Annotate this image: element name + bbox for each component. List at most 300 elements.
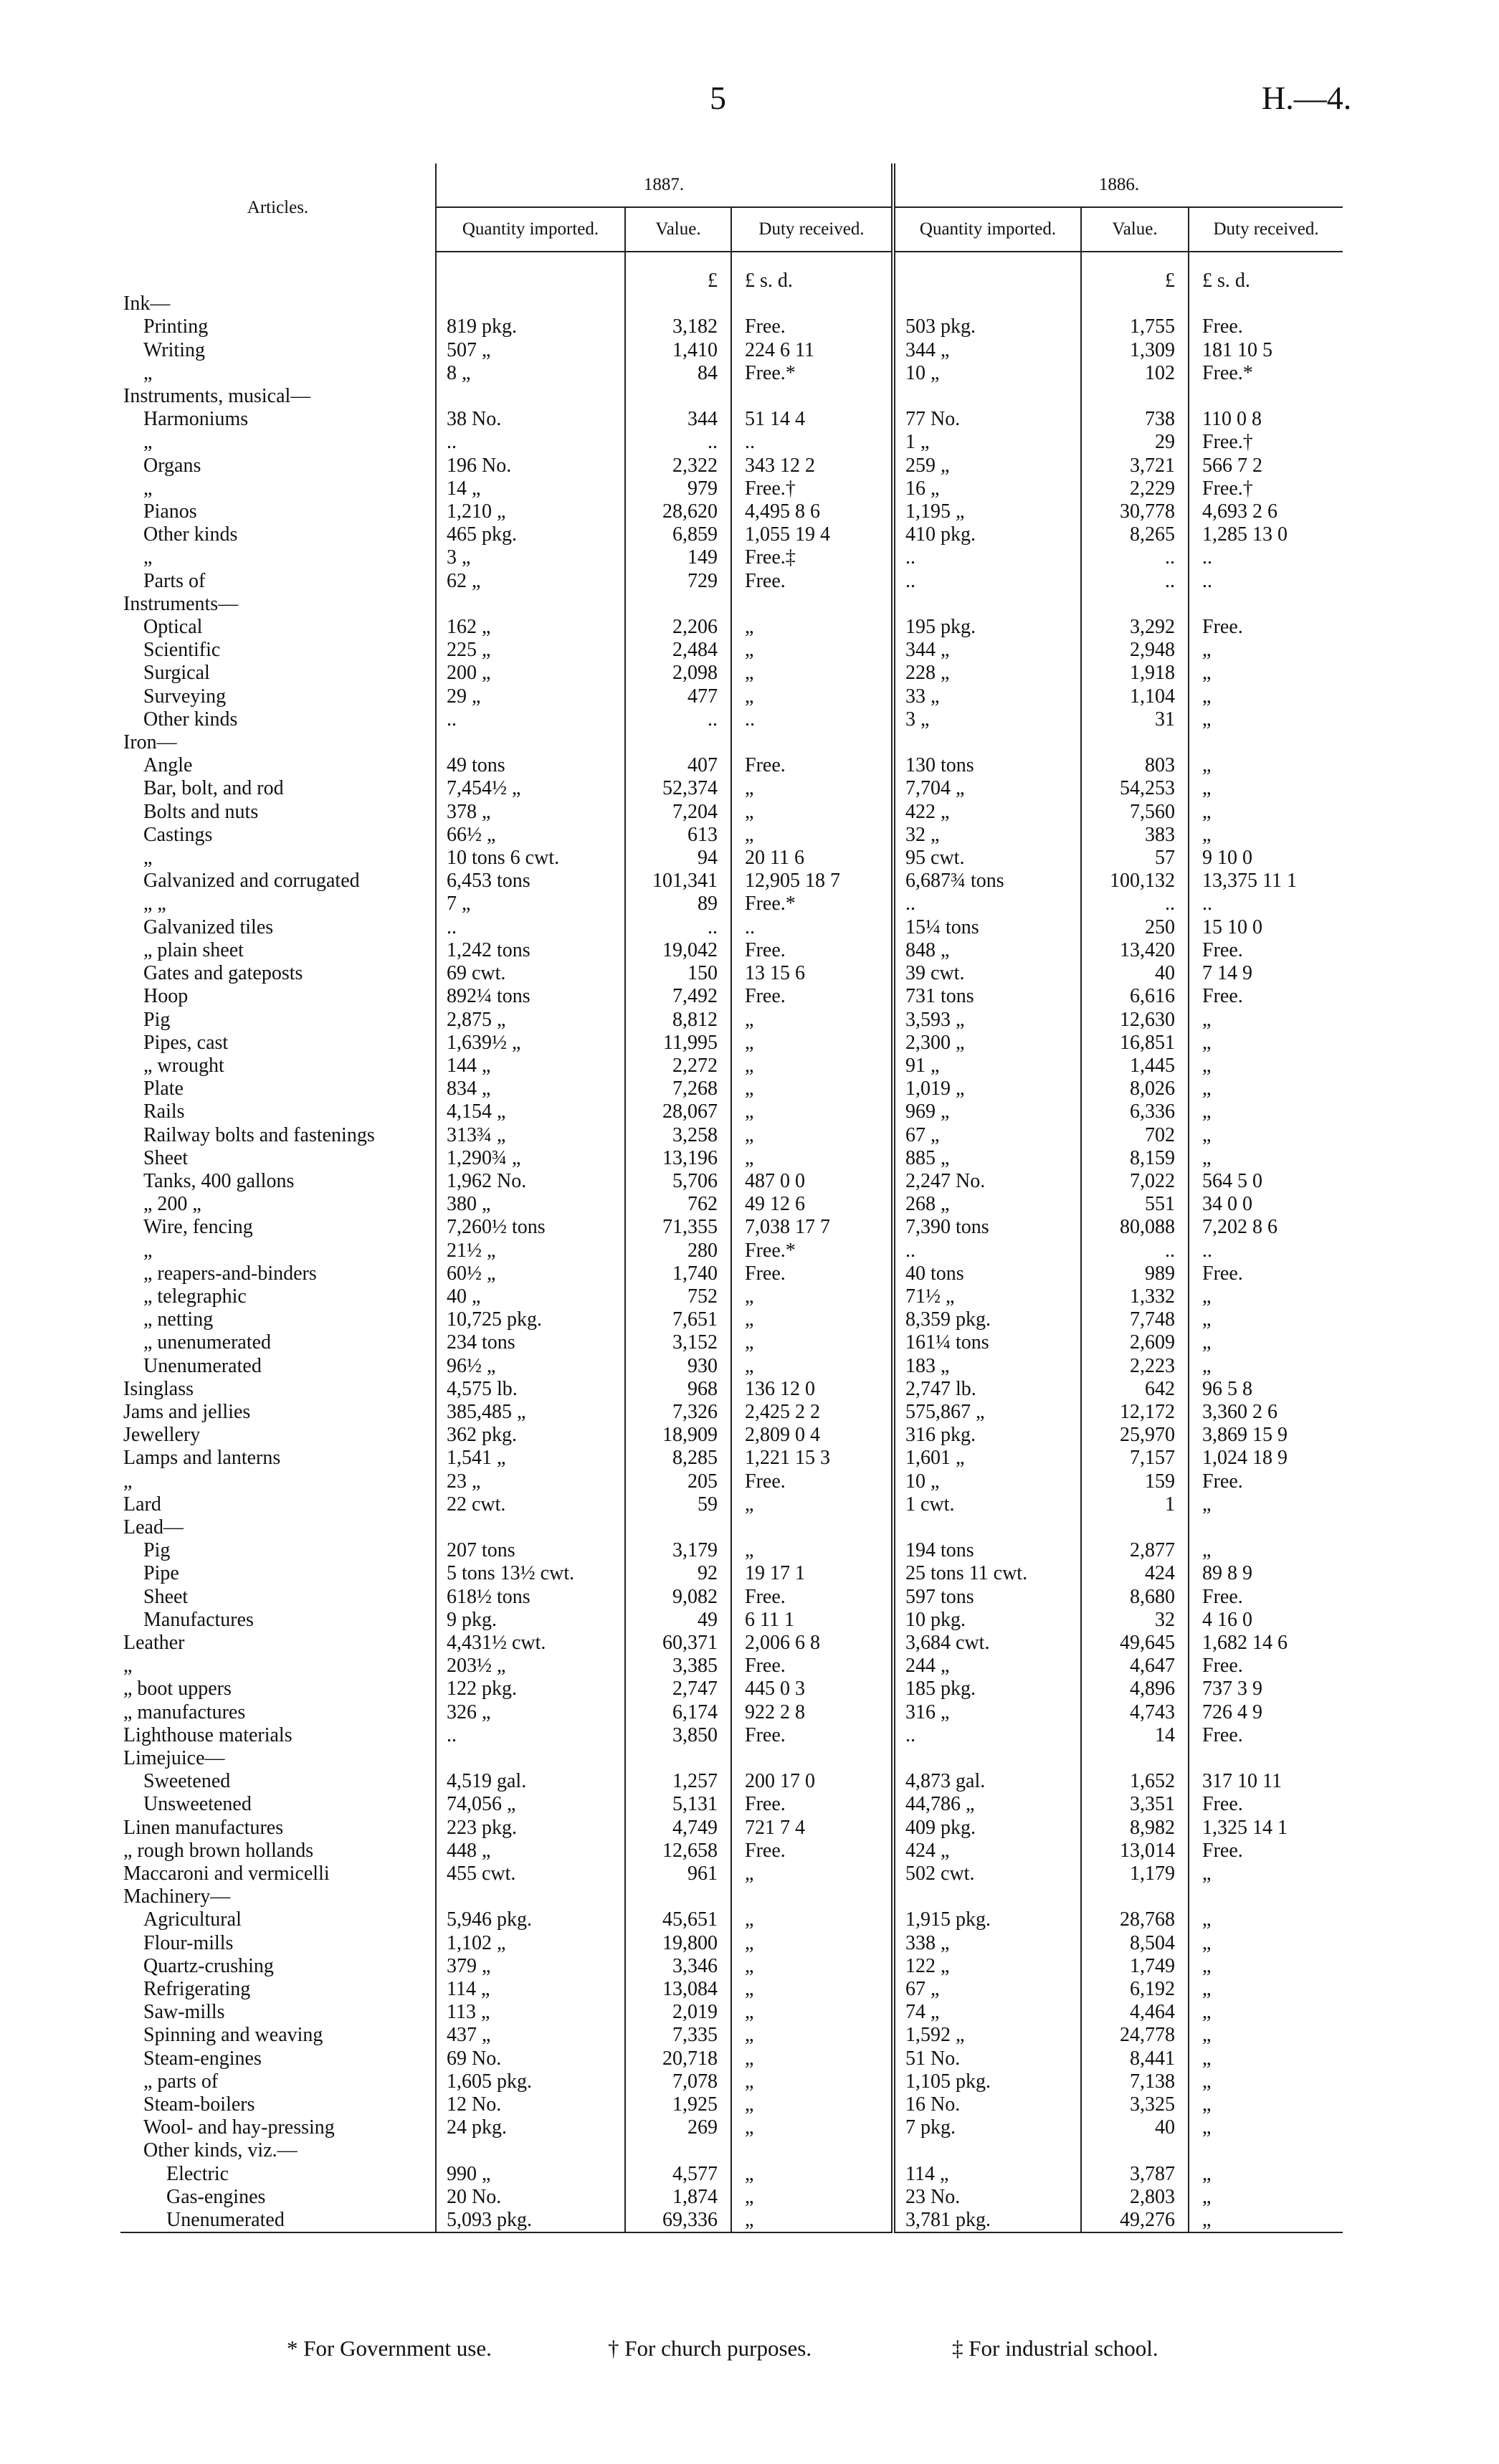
article-name: „ netting	[143, 1308, 214, 1331]
article-name: „	[143, 431, 153, 454]
value-1887	[625, 1885, 731, 1908]
value-1886: 2,223	[1081, 1355, 1189, 1378]
quantity-1887	[436, 1747, 625, 1770]
value-1887: 19,042	[625, 939, 731, 962]
value-1887	[625, 385, 731, 408]
duty-1887: „	[731, 1355, 893, 1378]
quantity-1886: 1,592 „	[893, 2024, 1081, 2047]
article-name: Refrigerating	[143, 1978, 251, 2001]
value-1886: 16,851	[1081, 1032, 1189, 1055]
article-name: „	[143, 361, 153, 384]
quantity-1886: 33 „	[893, 685, 1081, 708]
duty-1886: „	[1189, 2209, 1343, 2232]
value-1887: 71,355	[625, 1216, 731, 1239]
value-1886: ..	[1081, 546, 1189, 569]
table-row	[120, 916, 1343, 939]
table-row	[120, 431, 1343, 454]
duty-1886: „	[1189, 1078, 1343, 1100]
value-1886: 8,265	[1081, 523, 1189, 546]
duty-1886	[1189, 1885, 1343, 1908]
duty-1887: Free.	[731, 1655, 893, 1678]
article-name: Surveying	[143, 685, 227, 708]
duty-1886: 110 0 8	[1189, 408, 1343, 431]
duty-1887: „	[731, 2070, 893, 2093]
table-row	[120, 824, 1343, 847]
duty-1887: ..	[731, 916, 893, 939]
quantity-1887: 990 „	[436, 2163, 625, 2186]
value-1887: 4,749	[625, 1817, 731, 1840]
quantity-1887: 69 cwt.	[436, 962, 625, 985]
quantity-1886	[893, 385, 1081, 408]
quantity-1887	[436, 385, 625, 408]
value-1887: 2,098	[625, 662, 731, 685]
article-name: Flour-mills	[143, 1931, 234, 1954]
article-name: „	[143, 546, 153, 569]
quantity-1887: 378 „	[436, 801, 625, 824]
duty-1887: ..	[731, 431, 893, 454]
article-name: Electric	[166, 2162, 229, 2185]
quantity-1886: 15¼ tons	[893, 916, 1081, 939]
year-1887-header: 1887.	[436, 163, 893, 207]
article-name: Ink—	[123, 292, 171, 315]
quantity-1887: 14 „	[436, 477, 625, 500]
value-1887: 477	[625, 685, 731, 708]
value-1887: 3,258	[625, 1124, 731, 1147]
duty-1886: 13,375 11 1	[1189, 870, 1343, 893]
quantity-1887: 196 No.	[436, 455, 625, 477]
value-1887: 6,859	[625, 523, 731, 546]
quantity-1887: 162 „	[436, 616, 625, 639]
value-1887: 7,078	[625, 2070, 731, 2093]
quantity-1887: 21½ „	[436, 1240, 625, 1262]
table-row	[120, 1308, 1343, 1331]
duty-1886: Free.	[1189, 1793, 1343, 1816]
article-name: Instruments, musical—	[123, 385, 311, 408]
article-name: Plate	[143, 1078, 184, 1100]
value-1887: 8,812	[625, 1009, 731, 1032]
table-row	[120, 1355, 1343, 1378]
value-1886: 8,026	[1081, 1078, 1189, 1100]
quantity-1887: 223 pkg.	[436, 1817, 625, 1840]
quantity-1886: 848 „	[893, 939, 1081, 962]
table-row	[120, 1770, 1343, 1793]
quantity-1886: 6,687¾ tons	[893, 870, 1081, 893]
article-name: Writing	[143, 338, 205, 361]
article-name: Lard	[123, 1493, 161, 1516]
duty-1886: 89 8 9	[1189, 1562, 1343, 1585]
value-1886: 80,088	[1081, 1216, 1189, 1239]
duty-1886: „	[1189, 1124, 1343, 1147]
duty-1886: ..	[1189, 570, 1343, 593]
article-name: Steam-engines	[143, 2047, 262, 2070]
duty-1887: Free.	[731, 985, 893, 1008]
duty-1887: „	[731, 2024, 893, 2047]
table-row	[120, 1908, 1343, 1931]
value-1886: 49,645	[1081, 1632, 1189, 1655]
value-1886: 1,755	[1081, 315, 1189, 338]
duty-1887: 721 7 4	[731, 1817, 893, 1840]
duty-1887	[731, 593, 893, 616]
article-name: Sweetened	[143, 1770, 231, 1793]
duty-1887: Free.	[731, 1470, 893, 1493]
table-row	[120, 1424, 1343, 1447]
article-name: Unsweetened	[143, 1793, 252, 1816]
value-1887: 1,925	[625, 2093, 731, 2116]
article-name: Lighthouse materials	[123, 1723, 292, 1746]
quantity-1887: 385,485 „	[436, 1401, 625, 1424]
quantity-1886: 195 pkg.	[893, 616, 1081, 639]
value-1886: 30,778	[1081, 500, 1189, 523]
duty-1887: Free.	[731, 1840, 893, 1863]
value-1886: 6,192	[1081, 1978, 1189, 2001]
value-1886: 40	[1081, 2116, 1189, 2139]
value-1886: 4,647	[1081, 1655, 1189, 1678]
table-row	[120, 893, 1343, 915]
table-row	[120, 1100, 1343, 1123]
duty-1887: 343 12 2	[731, 455, 893, 477]
quantity-1886: 422 „	[893, 801, 1081, 824]
value-1887: 1,410	[625, 339, 731, 362]
duty-1886: Free.†	[1189, 477, 1343, 500]
quantity-1887: 38 No.	[436, 408, 625, 431]
duty-1886: 7,202 8 6	[1189, 1216, 1343, 1239]
article-name: „ 200 „	[143, 1193, 201, 1216]
duty-header-1887: Duty received.	[731, 207, 893, 252]
table-row	[120, 1078, 1343, 1100]
quantity-1887: 465 pkg.	[436, 523, 625, 546]
article-name: Isinglass	[123, 1377, 194, 1400]
duty-1887: 922 2 8	[731, 1701, 893, 1724]
quantity-1886: 95 cwt.	[893, 847, 1081, 870]
quantity-1886: 1 cwt.	[893, 1493, 1081, 1516]
article-name: Wire, fencing	[143, 1216, 253, 1239]
table-row	[120, 1562, 1343, 1585]
article-name: „	[143, 477, 153, 500]
value-1887: 11,995	[625, 1032, 731, 1055]
value-1887: 762	[625, 1193, 731, 1216]
table-row	[120, 2093, 1343, 2116]
quantity-1886	[893, 1885, 1081, 1908]
table-row	[120, 1493, 1343, 1516]
value-1886: 57	[1081, 847, 1189, 870]
duty-1887: „	[731, 1308, 893, 1331]
quantity-1887: 819 pkg.	[436, 315, 625, 338]
duty-1887: „	[731, 777, 893, 800]
duty-1886: 4 16 0	[1189, 1609, 1343, 1632]
quantity-1886: 114 „	[893, 2163, 1081, 2186]
quantity-1886: ..	[893, 570, 1081, 593]
table-row	[120, 2047, 1343, 2070]
value-1886: 2,877	[1081, 1539, 1189, 1562]
duty-1886: „	[1189, 2163, 1343, 2186]
duty-1886: „	[1189, 1009, 1343, 1032]
quantity-1886: 885 „	[893, 1147, 1081, 1170]
quantity-1886: 1,019 „	[893, 1078, 1081, 1100]
quantity-1887: 29 „	[436, 685, 625, 708]
duty-1886	[1189, 385, 1343, 408]
article-name: „ rough brown hollands	[123, 1839, 314, 1862]
article-name: „	[123, 1470, 133, 1493]
value-1886: 100,132	[1081, 870, 1189, 893]
table-row	[120, 1170, 1343, 1193]
quantity-1886: 7,704 „	[893, 777, 1081, 800]
table-row	[120, 1055, 1343, 1078]
duty-1887: „	[731, 1009, 893, 1032]
quantity-1886: 67 „	[893, 1124, 1081, 1147]
duty-1887: Free.	[731, 1793, 893, 1816]
quantity-1887: 203½ „	[436, 1655, 625, 1678]
table-row	[120, 362, 1343, 385]
value-1886: 3,325	[1081, 2093, 1189, 2116]
quantity-1887: 1,639½ „	[436, 1032, 625, 1055]
quantity-1886	[893, 2139, 1081, 2162]
value-1887: 2,747	[625, 1678, 731, 1700]
duty-1886: „	[1189, 1863, 1343, 1885]
value-1886: 738	[1081, 408, 1189, 431]
quantity-1887: 892¼ tons	[436, 985, 625, 1008]
value-1887: 3,179	[625, 1539, 731, 1562]
quantity-1886	[893, 593, 1081, 616]
duty-1887: Free.	[731, 1262, 893, 1285]
quantity-1886: 3 „	[893, 708, 1081, 731]
table-row	[120, 1262, 1343, 1285]
quantity-1887: 437 „	[436, 2024, 625, 2047]
value-1886: 8,441	[1081, 2047, 1189, 2070]
quantity-1887: 7,260½ tons	[436, 1216, 625, 1239]
duty-1886: „	[1189, 1539, 1343, 1562]
duty-1887: Free.	[731, 1724, 893, 1747]
value-1886: 642	[1081, 1378, 1189, 1401]
quantity-1887: 4,519 gal.	[436, 1770, 625, 1793]
value-1887: 89	[625, 893, 731, 915]
article-name: Linen manufactures	[123, 1816, 284, 1839]
table-row	[120, 1539, 1343, 1562]
value-1887: 269	[625, 2116, 731, 2139]
value-1887: 2,272	[625, 1055, 731, 1078]
value-1887: 2,484	[625, 639, 731, 662]
value-1886: 551	[1081, 1193, 1189, 1216]
quantity-1886: 3,684 cwt.	[893, 1632, 1081, 1655]
quantity-1887: 4,575 lb.	[436, 1378, 625, 1401]
duty-1886: „	[1189, 1908, 1343, 1931]
value-1886: ..	[1081, 570, 1189, 593]
quantity-1887: 22 cwt.	[436, 1493, 625, 1516]
table-row	[120, 2139, 1343, 2162]
value-1887: ..	[625, 708, 731, 731]
table-row	[120, 2209, 1343, 2232]
quantity-1887: 380 „	[436, 1193, 625, 1216]
duty-1887: „	[731, 1493, 893, 1516]
duty-1887: Free.*	[731, 1240, 893, 1262]
quantity-1886: 1,105 pkg.	[893, 2070, 1081, 2093]
article-name: Pipe	[143, 1562, 179, 1585]
quantity-1886: 39 cwt.	[893, 962, 1081, 985]
quantity-1887: 7 „	[436, 893, 625, 915]
value-1886: ..	[1081, 1240, 1189, 1262]
table-row	[120, 1193, 1343, 1216]
duty-unit-1886: £ s. d.	[1189, 270, 1343, 292]
value-1886	[1081, 731, 1189, 754]
value-header-1886: Value.	[1081, 207, 1189, 252]
duty-1887: 136 12 0	[731, 1378, 893, 1401]
value-1886: ..	[1081, 893, 1189, 915]
quantity-1886: 597 tons	[893, 1586, 1081, 1609]
duty-1886: „	[1189, 1932, 1343, 1955]
quantity-1887: 200 „	[436, 662, 625, 685]
duty-1887: „	[731, 2116, 893, 2139]
duty-1887: Free.	[731, 315, 893, 338]
quantity-1886: 25 tons 11 cwt.	[893, 1562, 1081, 1585]
table-row	[120, 1516, 1343, 1539]
article-name: „ manufactures	[123, 1700, 246, 1723]
duty-1886: 15 10 0	[1189, 916, 1343, 939]
quantity-1887: 8 „	[436, 362, 625, 385]
value-1886: 14	[1081, 1724, 1189, 1747]
value-1887: 28,620	[625, 500, 731, 523]
value-1886: 29	[1081, 431, 1189, 454]
table-row	[120, 339, 1343, 362]
table-row	[120, 2070, 1343, 2093]
duty-1886: „	[1189, 1100, 1343, 1123]
quantity-1887: 96½ „	[436, 1355, 625, 1378]
duty-1887: 13 15 6	[731, 962, 893, 985]
duty-1887	[731, 1885, 893, 1908]
table-row	[120, 1793, 1343, 1816]
value-1886: 3,721	[1081, 455, 1189, 477]
table-row	[120, 1863, 1343, 1885]
value-1886	[1081, 593, 1189, 616]
value-header-1887: Value.	[625, 207, 731, 252]
quantity-1887	[436, 1516, 625, 1539]
value-1886	[1081, 1885, 1189, 1908]
value-1886: 1,309	[1081, 339, 1189, 362]
value-1886: 3,292	[1081, 616, 1189, 639]
value-1887: 45,651	[625, 1908, 731, 1931]
value-1887: 7,335	[625, 2024, 731, 2047]
article-name: Spinning and weaving	[143, 2024, 323, 2047]
table-row	[120, 801, 1343, 824]
duty-1887: „	[731, 639, 893, 662]
value-1887: 101,341	[625, 870, 731, 893]
article-name: „ plain sheet	[143, 938, 244, 961]
value-1886: 2,948	[1081, 639, 1189, 662]
article-name: Manufactures	[143, 1608, 254, 1631]
quantity-1886: 3,593 „	[893, 1009, 1081, 1032]
value-1887: 1,257	[625, 1770, 731, 1793]
table-row	[120, 777, 1343, 800]
article-name: Pig	[143, 1539, 171, 1562]
table-row	[120, 1447, 1343, 1470]
table-row	[120, 1216, 1343, 1239]
duty-1887: „	[731, 1055, 893, 1078]
article-name: Hoop	[143, 985, 189, 1008]
duty-1887: 487 0 0	[731, 1170, 893, 1193]
duty-1887: „	[731, 1147, 893, 1170]
duty-1887: „	[731, 1932, 893, 1955]
quantity-1887	[436, 2139, 625, 2162]
duty-1887: „	[731, 801, 893, 824]
table-row	[120, 2186, 1343, 2209]
article-name: Castings	[143, 823, 213, 846]
quantity-1887	[436, 731, 625, 754]
duty-1886: „	[1189, 662, 1343, 685]
quantity-1886: 32 „	[893, 824, 1081, 847]
document-reference: H.—4.	[1262, 80, 1352, 116]
quantity-1886	[893, 1516, 1081, 1539]
quantity-1887: 24 pkg.	[436, 2116, 625, 2139]
article-name: Saw-mills	[143, 2001, 225, 2024]
article-name: Bolts and nuts	[143, 800, 259, 823]
article-name: Galvanized and corrugated	[143, 870, 360, 893]
article-name: Bar, bolt, and rod	[143, 777, 284, 800]
table-row	[120, 1724, 1343, 1747]
duty-1886: 737 3 9	[1189, 1678, 1343, 1700]
article-name: Pipes, cast	[143, 1031, 229, 1054]
duty-1886	[1189, 292, 1343, 315]
quantity-1886: ..	[893, 893, 1081, 915]
quantity-1886: 10 „	[893, 362, 1081, 385]
table-row	[120, 1401, 1343, 1424]
table-row	[120, 1817, 1343, 1840]
duty-1886: „	[1189, 2047, 1343, 2070]
quantity-1886: 51 No.	[893, 2047, 1081, 2070]
table-row	[120, 962, 1343, 985]
quantity-1887: 12 No.	[436, 2093, 625, 2116]
value-1886: 8,680	[1081, 1586, 1189, 1609]
value-1886: 102	[1081, 362, 1189, 385]
duty-1887	[731, 2139, 893, 2162]
value-1886	[1081, 1516, 1189, 1539]
value-1887: 2,019	[625, 2001, 731, 2024]
value-1887: 9,082	[625, 1586, 731, 1609]
article-name: Printing	[143, 315, 209, 338]
value-1887: 4,577	[625, 2163, 731, 2186]
table-row	[120, 847, 1343, 870]
table-row	[120, 754, 1343, 777]
quantity-1886: 71½ „	[893, 1285, 1081, 1308]
article-name: Gas-engines	[166, 2185, 266, 2208]
value-1887: 12,658	[625, 1840, 731, 1863]
value-1886: 25,970	[1081, 1424, 1189, 1447]
quantity-1886: 2,247 No.	[893, 1170, 1081, 1193]
duty-1887: 7,038 17 7	[731, 1216, 893, 1239]
article-name: Jewellery	[123, 1424, 201, 1447]
duty-1887: 12,905 18 7	[731, 870, 893, 893]
duty-1886: Free.	[1189, 1470, 1343, 1493]
article-name: Agricultural	[143, 1908, 242, 1931]
quantity-1887: 49 tons	[436, 754, 625, 777]
duty-1886: „	[1189, 708, 1343, 731]
duty-1886: „	[1189, 2001, 1343, 2024]
value-1887: 19,800	[625, 1932, 731, 1955]
duty-1887: „	[731, 685, 893, 708]
article-name: „ boot uppers	[123, 1678, 232, 1700]
value-1887: ..	[625, 916, 731, 939]
article-name: „	[143, 1239, 153, 1262]
quantity-1886: 130 tons	[893, 754, 1081, 777]
duty-1887: „	[731, 1078, 893, 1100]
value-1887: 92	[625, 1562, 731, 1585]
table-row	[120, 1586, 1343, 1609]
quantity-1886: 67 „	[893, 1978, 1081, 2001]
article-name: Instruments—	[123, 592, 239, 615]
quantity-1886: 410 pkg.	[893, 523, 1081, 546]
duty-1886: ..	[1189, 893, 1343, 915]
duty-1886: Free.*	[1189, 362, 1343, 385]
duty-1887: 1,221 15 3	[731, 1447, 893, 1470]
value-1887: 20,718	[625, 2047, 731, 2070]
value-1886: 4,896	[1081, 1678, 1189, 1700]
